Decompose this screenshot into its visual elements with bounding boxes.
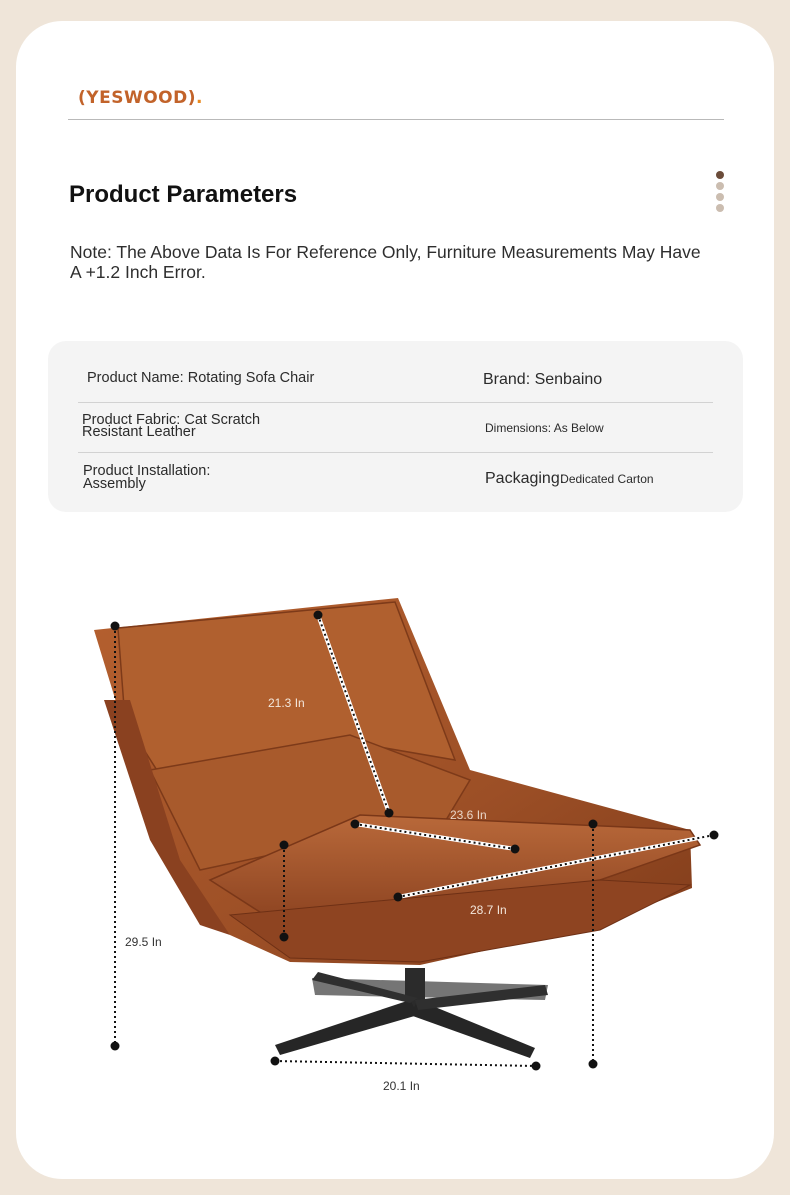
pager-dot[interactable] — [716, 182, 724, 190]
endpoint-dot — [111, 622, 120, 631]
product-fabric-line: Resistant Leather — [82, 424, 196, 440]
pager-dots[interactable] — [716, 171, 724, 215]
base-width-label: 20.1 In — [383, 1079, 420, 1093]
product-installation — [83, 465, 210, 491]
total-height-label: 29.5 In — [125, 935, 162, 949]
endpoint-dot — [511, 845, 520, 854]
row-divider — [78, 452, 713, 453]
product-installation-line: Assembly — [83, 476, 146, 492]
product-name: Product Name: Rotating Sofa Chair — [87, 370, 315, 386]
endpoint-dot — [271, 1057, 280, 1066]
product-installation-line: Product Installation: — [83, 463, 211, 479]
brand: Brand: Senbaino — [483, 371, 603, 388]
endpoint-dot — [710, 831, 719, 840]
pager-dot[interactable] — [716, 204, 724, 212]
endpoint-dot — [280, 841, 289, 850]
measurement-note: Note: The Above Data Is For Reference Only, Furniture Measurements May Have A +1.2 Inch Error. — [70, 242, 701, 282]
brand-logo: (YESWOOD). — [78, 88, 203, 108]
pager-dot[interactable] — [716, 171, 724, 179]
endpoint-dot — [314, 611, 323, 620]
endpoint-dot — [589, 1060, 598, 1069]
product-fabric-line: Product Fabric: Cat Scratch — [82, 412, 261, 428]
chair-image — [94, 598, 700, 1058]
endpoint-dot — [385, 809, 394, 818]
seat-width-label: 28.7 In — [470, 903, 507, 917]
endpoint-dot — [532, 1062, 541, 1071]
endpoint-dot — [280, 933, 289, 942]
back-height-label: 21.3 In — [268, 696, 305, 710]
endpoint-dot — [394, 893, 403, 902]
header-divider — [68, 119, 724, 120]
pager-dot[interactable] — [716, 193, 724, 201]
product-fabric — [82, 414, 260, 438]
row-divider — [78, 402, 713, 403]
packaging-value: Dedicated Carton — [560, 472, 654, 486]
parameters-panel — [48, 341, 743, 512]
seat-depth-label: 23.6 In — [450, 808, 487, 822]
dimensions-info: Dimensions: As Below — [485, 421, 604, 435]
packaging — [485, 470, 654, 488]
chair-dimension-illustration — [0, 560, 790, 1120]
page-title: Product Parameters — [69, 181, 298, 208]
swivel-base — [275, 968, 548, 1058]
endpoint-dot — [351, 820, 360, 829]
endpoint-dot — [111, 1042, 120, 1051]
endpoint-dot — [589, 820, 598, 829]
packaging-label: Packaging: — [485, 470, 565, 487]
